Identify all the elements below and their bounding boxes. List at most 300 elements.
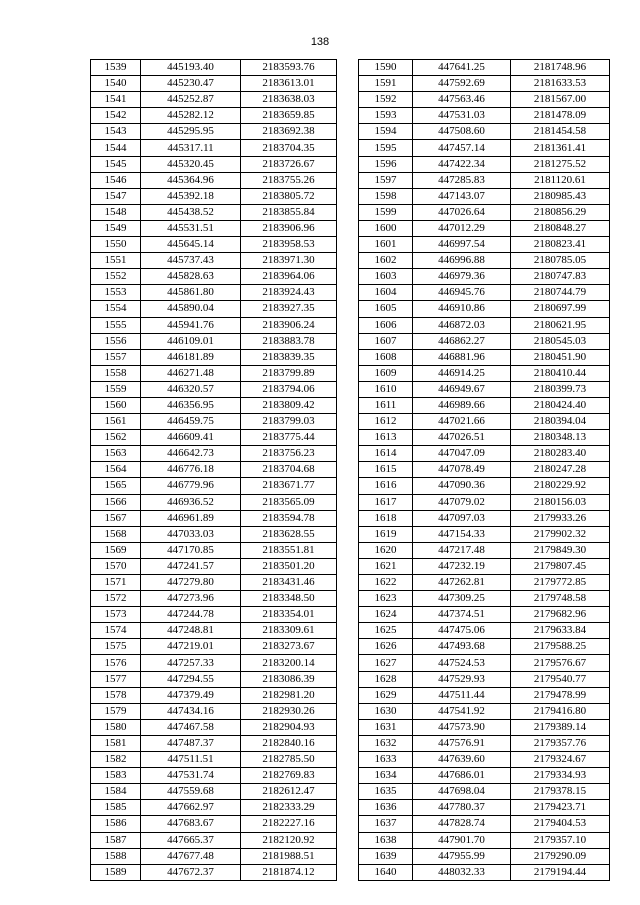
table-row: [91, 76, 337, 92]
table-row: [91, 719, 337, 735]
y-coordinate-cell: 2183551.81: [241, 542, 337, 558]
table-row: [359, 285, 610, 301]
x-coordinate-cell: 447531.74: [141, 768, 241, 784]
y-coordinate-cell: 2179772.85: [511, 575, 610, 591]
point-number-cell: 1600: [359, 220, 413, 236]
point-number-cell: 1598: [359, 188, 413, 204]
table-row: [359, 864, 610, 880]
point-number-cell: 1580: [91, 719, 141, 735]
x-coordinate-cell: 446945.76: [413, 285, 511, 301]
y-coordinate-cell: 2182769.83: [241, 768, 337, 784]
table-row: [359, 800, 610, 816]
table-row: [359, 816, 610, 832]
y-coordinate-cell: 2180697.99: [511, 301, 610, 317]
table-row: [359, 140, 610, 156]
coordinates-table-right: [358, 59, 610, 881]
point-number-cell: 1620: [359, 542, 413, 558]
x-coordinate-cell: 447576.91: [413, 735, 511, 751]
y-coordinate-cell: 2180856.29: [511, 204, 610, 220]
x-coordinate-cell: 447511.51: [141, 752, 241, 768]
y-coordinate-cell: 2179933.26: [511, 510, 610, 526]
table-row: [91, 478, 337, 494]
table-row: [91, 349, 337, 365]
x-coordinate-cell: 447097.03: [413, 510, 511, 526]
point-number-cell: 1571: [91, 575, 141, 591]
table-row: [91, 108, 337, 124]
y-coordinate-cell: 2179290.09: [511, 848, 610, 864]
x-coordinate-cell: 446109.01: [141, 333, 241, 349]
x-coordinate-cell: 445364.96: [141, 172, 241, 188]
table-row: [91, 140, 337, 156]
x-coordinate-cell: 446949.67: [413, 381, 511, 397]
point-number-cell: 1567: [91, 510, 141, 526]
y-coordinate-cell: 2183638.03: [241, 92, 337, 108]
y-coordinate-cell: 2180156.03: [511, 494, 610, 510]
x-coordinate-cell: 447901.70: [413, 832, 511, 848]
point-number-cell: 1601: [359, 237, 413, 253]
y-coordinate-cell: 2179357.10: [511, 832, 610, 848]
point-number-cell: 1638: [359, 832, 413, 848]
table-row: [359, 446, 610, 462]
table-row: [359, 639, 610, 655]
x-coordinate-cell: 447374.51: [413, 607, 511, 623]
y-coordinate-cell: 2180410.44: [511, 365, 610, 381]
table-row: [91, 494, 337, 510]
table-row: [359, 735, 610, 751]
point-number-cell: 1621: [359, 558, 413, 574]
table-row: [359, 92, 610, 108]
y-coordinate-cell: 2183593.76: [241, 60, 337, 76]
table-row: [359, 655, 610, 671]
point-number-cell: 1549: [91, 220, 141, 236]
y-coordinate-cell: 2183799.03: [241, 414, 337, 430]
x-coordinate-cell: 447217.48: [413, 542, 511, 558]
point-number-cell: 1556: [91, 333, 141, 349]
y-coordinate-cell: 2183086.39: [241, 671, 337, 687]
y-coordinate-cell: 2180744.79: [511, 285, 610, 301]
point-number-cell: 1584: [91, 784, 141, 800]
y-coordinate-cell: 2183927.35: [241, 301, 337, 317]
point-number-cell: 1574: [91, 623, 141, 639]
point-number-cell: 1557: [91, 349, 141, 365]
point-number-cell: 1629: [359, 687, 413, 703]
y-coordinate-cell: 2182120.92: [241, 832, 337, 848]
point-number-cell: 1611: [359, 397, 413, 413]
x-coordinate-cell: 447665.37: [141, 832, 241, 848]
point-number-cell: 1594: [359, 124, 413, 140]
x-coordinate-cell: 447078.49: [413, 462, 511, 478]
y-coordinate-cell: 2183200.14: [241, 655, 337, 671]
point-number-cell: 1562: [91, 430, 141, 446]
x-coordinate-cell: 446989.66: [413, 397, 511, 413]
y-coordinate-cell: 2180247.28: [511, 462, 610, 478]
x-coordinate-cell: 445295.95: [141, 124, 241, 140]
y-coordinate-cell: 2182785.50: [241, 752, 337, 768]
table-row: [359, 156, 610, 172]
x-coordinate-cell: 445282.12: [141, 108, 241, 124]
y-coordinate-cell: 2179357.76: [511, 735, 610, 751]
x-coordinate-cell: 446459.75: [141, 414, 241, 430]
x-coordinate-cell: 447511.44: [413, 687, 511, 703]
point-number-cell: 1585: [91, 800, 141, 816]
x-coordinate-cell: 445320.45: [141, 156, 241, 172]
table-row: [91, 204, 337, 220]
x-coordinate-cell: 445531.51: [141, 220, 241, 236]
table-row: [359, 719, 610, 735]
y-coordinate-cell: 2183805.72: [241, 188, 337, 204]
point-number-cell: 1550: [91, 237, 141, 253]
table-row: [359, 575, 610, 591]
table-row: [91, 607, 337, 623]
point-number-cell: 1575: [91, 639, 141, 655]
x-coordinate-cell: 447686.01: [413, 768, 511, 784]
table-row: [91, 558, 337, 574]
point-number-cell: 1541: [91, 92, 141, 108]
y-coordinate-cell: 2180399.73: [511, 381, 610, 397]
table-row: [91, 816, 337, 832]
y-coordinate-cell: 2182981.20: [241, 687, 337, 703]
x-coordinate-cell: 447079.02: [413, 494, 511, 510]
y-coordinate-cell: 2182840.16: [241, 735, 337, 751]
point-number-cell: 1616: [359, 478, 413, 494]
table-row: [359, 671, 610, 687]
table-row: [91, 156, 337, 172]
table-row: [91, 92, 337, 108]
table-row: [91, 285, 337, 301]
y-coordinate-cell: 2181988.51: [241, 848, 337, 864]
y-coordinate-cell: 2179334.93: [511, 768, 610, 784]
table-row: [359, 832, 610, 848]
y-coordinate-cell: 2183273.67: [241, 639, 337, 655]
table-row: [359, 301, 610, 317]
point-number-cell: 1548: [91, 204, 141, 220]
x-coordinate-cell: 447309.25: [413, 591, 511, 607]
point-number-cell: 1586: [91, 816, 141, 832]
point-number-cell: 1547: [91, 188, 141, 204]
x-coordinate-cell: 447422.34: [413, 156, 511, 172]
point-number-cell: 1563: [91, 446, 141, 462]
x-coordinate-cell: 445438.52: [141, 204, 241, 220]
table-row: [359, 623, 610, 639]
y-coordinate-cell: 2183958.53: [241, 237, 337, 253]
table-row: [359, 204, 610, 220]
y-coordinate-cell: 2183309.61: [241, 623, 337, 639]
x-coordinate-cell: 447780.37: [413, 800, 511, 816]
x-coordinate-cell: 446776.18: [141, 462, 241, 478]
table-row: [359, 703, 610, 719]
y-coordinate-cell: 2183906.96: [241, 220, 337, 236]
table-row: [359, 349, 610, 365]
table-row: [359, 591, 610, 607]
x-coordinate-cell: 446910.86: [413, 301, 511, 317]
x-coordinate-cell: 446862.27: [413, 333, 511, 349]
table-row: [359, 510, 610, 526]
y-coordinate-cell: 2183809.42: [241, 397, 337, 413]
y-coordinate-cell: 2183565.09: [241, 494, 337, 510]
point-number-cell: 1555: [91, 317, 141, 333]
x-coordinate-cell: 448032.33: [413, 864, 511, 880]
table-row: [91, 510, 337, 526]
y-coordinate-cell: 2180424.40: [511, 397, 610, 413]
table-row: [359, 237, 610, 253]
x-coordinate-cell: 447677.48: [141, 848, 241, 864]
x-coordinate-cell: 446779.96: [141, 478, 241, 494]
point-number-cell: 1613: [359, 430, 413, 446]
x-coordinate-cell: 446979.36: [413, 269, 511, 285]
point-number-cell: 1633: [359, 752, 413, 768]
table-row: [91, 800, 337, 816]
table-row: [359, 108, 610, 124]
y-coordinate-cell: 2180848.27: [511, 220, 610, 236]
point-number-cell: 1582: [91, 752, 141, 768]
table-row: [91, 655, 337, 671]
table-row: [91, 414, 337, 430]
x-coordinate-cell: 446996.88: [413, 253, 511, 269]
y-coordinate-cell: 2183775.44: [241, 430, 337, 446]
x-coordinate-cell: 447563.46: [413, 92, 511, 108]
x-coordinate-cell: 447241.57: [141, 558, 241, 574]
x-coordinate-cell: 446881.96: [413, 349, 511, 365]
y-coordinate-cell: 2180823.41: [511, 237, 610, 253]
x-coordinate-cell: 447467.58: [141, 719, 241, 735]
y-coordinate-cell: 2179682.96: [511, 607, 610, 623]
table-row: [359, 414, 610, 430]
point-number-cell: 1619: [359, 526, 413, 542]
table-row: [91, 526, 337, 542]
point-number-cell: 1561: [91, 414, 141, 430]
y-coordinate-cell: 2179404.53: [511, 816, 610, 832]
x-coordinate-cell: 447698.04: [413, 784, 511, 800]
x-coordinate-cell: 446642.73: [141, 446, 241, 462]
x-coordinate-cell: 447012.29: [413, 220, 511, 236]
y-coordinate-cell: 2181874.12: [241, 864, 337, 880]
x-coordinate-cell: 445193.40: [141, 60, 241, 76]
point-number-cell: 1572: [91, 591, 141, 607]
point-number-cell: 1545: [91, 156, 141, 172]
x-coordinate-cell: 447143.07: [413, 188, 511, 204]
table-row: [91, 124, 337, 140]
point-number-cell: 1618: [359, 510, 413, 526]
x-coordinate-cell: 445252.87: [141, 92, 241, 108]
point-number-cell: 1583: [91, 768, 141, 784]
point-number-cell: 1542: [91, 108, 141, 124]
point-number-cell: 1639: [359, 848, 413, 864]
y-coordinate-cell: 2182333.29: [241, 800, 337, 816]
table-row: [91, 832, 337, 848]
table-row: [359, 687, 610, 703]
y-coordinate-cell: 2183704.68: [241, 462, 337, 478]
point-number-cell: 1637: [359, 816, 413, 832]
table-row: [359, 462, 610, 478]
table-row: [91, 397, 337, 413]
point-number-cell: 1539: [91, 60, 141, 76]
y-coordinate-cell: 2183839.35: [241, 349, 337, 365]
y-coordinate-cell: 2179416.80: [511, 703, 610, 719]
x-coordinate-cell: 447257.33: [141, 655, 241, 671]
table-row: [359, 558, 610, 574]
x-coordinate-cell: 447531.03: [413, 108, 511, 124]
y-coordinate-cell: 2182930.26: [241, 703, 337, 719]
x-coordinate-cell: 447379.49: [141, 687, 241, 703]
y-coordinate-cell: 2179324.67: [511, 752, 610, 768]
x-coordinate-cell: 446356.95: [141, 397, 241, 413]
y-coordinate-cell: 2183906.24: [241, 317, 337, 333]
table-row: [91, 639, 337, 655]
table-row: [91, 671, 337, 687]
table-row: [91, 220, 337, 236]
table-row: [91, 768, 337, 784]
table-row: [359, 172, 610, 188]
table-row: [91, 784, 337, 800]
table-row: [91, 462, 337, 478]
table-row: [359, 607, 610, 623]
y-coordinate-cell: 2179423.71: [511, 800, 610, 816]
table-row: [359, 124, 610, 140]
x-coordinate-cell: 445828.63: [141, 269, 241, 285]
point-number-cell: 1612: [359, 414, 413, 430]
x-coordinate-cell: 447475.06: [413, 623, 511, 639]
y-coordinate-cell: 2181275.52: [511, 156, 610, 172]
y-coordinate-cell: 2183501.20: [241, 558, 337, 574]
y-coordinate-cell: 2183755.26: [241, 172, 337, 188]
point-number-cell: 1608: [359, 349, 413, 365]
x-coordinate-cell: 447641.25: [413, 60, 511, 76]
point-number-cell: 1628: [359, 671, 413, 687]
point-number-cell: 1589: [91, 864, 141, 880]
table-row: [359, 768, 610, 784]
point-number-cell: 1564: [91, 462, 141, 478]
x-coordinate-cell: 447244.78: [141, 607, 241, 623]
table-row: [359, 752, 610, 768]
x-coordinate-cell: 447294.55: [141, 671, 241, 687]
y-coordinate-cell: 2183671.77: [241, 478, 337, 494]
table-row: [359, 494, 610, 510]
point-number-cell: 1579: [91, 703, 141, 719]
y-coordinate-cell: 2181478.09: [511, 108, 610, 124]
point-number-cell: 1568: [91, 526, 141, 542]
table-row: [91, 864, 337, 880]
y-coordinate-cell: 2181633.53: [511, 76, 610, 92]
table-row: [91, 381, 337, 397]
y-coordinate-cell: 2180545.03: [511, 333, 610, 349]
point-number-cell: 1604: [359, 285, 413, 301]
y-coordinate-cell: 2182227.16: [241, 816, 337, 832]
y-coordinate-cell: 2183704.35: [241, 140, 337, 156]
point-number-cell: 1558: [91, 365, 141, 381]
y-coordinate-cell: 2180785.05: [511, 253, 610, 269]
table-row: [359, 365, 610, 381]
point-number-cell: 1573: [91, 607, 141, 623]
y-coordinate-cell: 2183348.50: [241, 591, 337, 607]
table-row: [91, 301, 337, 317]
table-row: [91, 591, 337, 607]
point-number-cell: 1560: [91, 397, 141, 413]
table-row: [91, 269, 337, 285]
x-coordinate-cell: 447047.09: [413, 446, 511, 462]
y-coordinate-cell: 2180229.92: [511, 478, 610, 494]
y-coordinate-cell: 2183756.23: [241, 446, 337, 462]
point-number-cell: 1624: [359, 607, 413, 623]
y-coordinate-cell: 2179194.44: [511, 864, 610, 880]
x-coordinate-cell: 447672.37: [141, 864, 241, 880]
x-coordinate-cell: 447524.53: [413, 655, 511, 671]
point-number-cell: 1636: [359, 800, 413, 816]
point-number-cell: 1634: [359, 768, 413, 784]
point-number-cell: 1614: [359, 446, 413, 462]
y-coordinate-cell: 2182612.47: [241, 784, 337, 800]
y-coordinate-cell: 2183794.06: [241, 381, 337, 397]
point-number-cell: 1630: [359, 703, 413, 719]
y-coordinate-cell: 2183924.43: [241, 285, 337, 301]
table-row: [359, 848, 610, 864]
point-number-cell: 1596: [359, 156, 413, 172]
y-coordinate-cell: 2179588.25: [511, 639, 610, 655]
point-number-cell: 1626: [359, 639, 413, 655]
y-coordinate-cell: 2183799.89: [241, 365, 337, 381]
y-coordinate-cell: 2180283.40: [511, 446, 610, 462]
point-number-cell: 1605: [359, 301, 413, 317]
x-coordinate-cell: 447026.64: [413, 204, 511, 220]
table-row: [91, 623, 337, 639]
table-row: [91, 542, 337, 558]
x-coordinate-cell: 446872.03: [413, 317, 511, 333]
x-coordinate-cell: 447090.36: [413, 478, 511, 494]
table-row: [359, 784, 610, 800]
y-coordinate-cell: 2183726.67: [241, 156, 337, 172]
x-coordinate-cell: 447154.33: [413, 526, 511, 542]
point-number-cell: 1623: [359, 591, 413, 607]
x-coordinate-cell: 447170.85: [141, 542, 241, 558]
x-coordinate-cell: 447529.93: [413, 671, 511, 687]
point-number-cell: 1565: [91, 478, 141, 494]
y-coordinate-cell: 2180747.83: [511, 269, 610, 285]
point-number-cell: 1635: [359, 784, 413, 800]
y-coordinate-cell: 2183628.55: [241, 526, 337, 542]
point-number-cell: 1599: [359, 204, 413, 220]
table-row: [359, 397, 610, 413]
x-coordinate-cell: 447273.96: [141, 591, 241, 607]
table-row: [359, 188, 610, 204]
y-coordinate-cell: 2181567.00: [511, 92, 610, 108]
point-number-cell: 1593: [359, 108, 413, 124]
x-coordinate-cell: 447219.01: [141, 639, 241, 655]
y-coordinate-cell: 2180621.95: [511, 317, 610, 333]
y-coordinate-cell: 2181361.41: [511, 140, 610, 156]
table-row: [91, 687, 337, 703]
y-coordinate-cell: 2183855.84: [241, 204, 337, 220]
x-coordinate-cell: 447828.74: [413, 816, 511, 832]
table-row: [359, 381, 610, 397]
y-coordinate-cell: 2183354.01: [241, 607, 337, 623]
x-coordinate-cell: 445317.11: [141, 140, 241, 156]
x-coordinate-cell: 446936.52: [141, 494, 241, 510]
x-coordinate-cell: 445890.04: [141, 301, 241, 317]
page-number: 138: [310, 36, 330, 48]
y-coordinate-cell: 2181120.61: [511, 172, 610, 188]
x-coordinate-cell: 447279.80: [141, 575, 241, 591]
x-coordinate-cell: 446961.89: [141, 510, 241, 526]
table-row: [359, 76, 610, 92]
y-coordinate-cell: 2183613.01: [241, 76, 337, 92]
table-row: [91, 446, 337, 462]
y-coordinate-cell: 2180348.13: [511, 430, 610, 446]
y-coordinate-cell: 2179807.45: [511, 558, 610, 574]
x-coordinate-cell: 446271.48: [141, 365, 241, 381]
y-coordinate-cell: 2183883.78: [241, 333, 337, 349]
x-coordinate-cell: 447262.81: [413, 575, 511, 591]
x-coordinate-cell: 445230.47: [141, 76, 241, 92]
point-number-cell: 1632: [359, 735, 413, 751]
